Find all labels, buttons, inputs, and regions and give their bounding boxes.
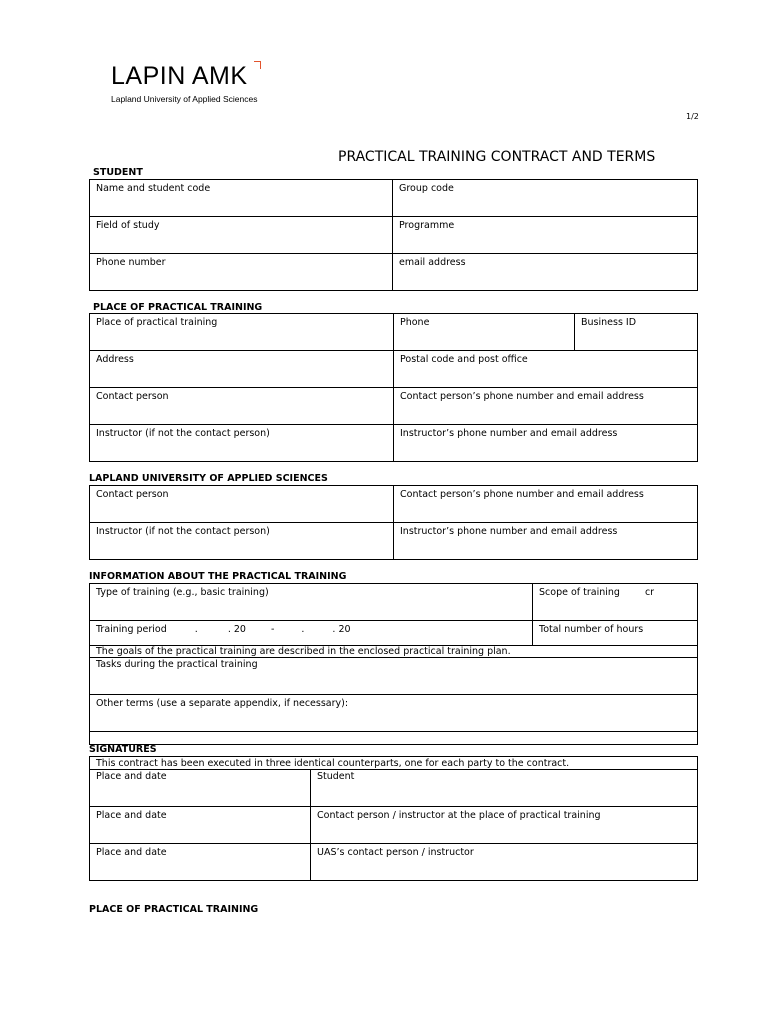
table-row bbox=[90, 770, 697, 807]
goals-note: The goals of the practical training are described in the enclosed practical training plan. bbox=[96, 646, 511, 657]
uas-contact-person-field[interactable]: Contact person bbox=[90, 486, 394, 522]
uas-table bbox=[89, 485, 698, 560]
email-address-field[interactable]: email address bbox=[399, 257, 466, 268]
period-year-2: . 20 bbox=[332, 624, 351, 635]
section-heading-place: PLACE OF PRACTICAL TRAINING bbox=[93, 302, 263, 313]
place-instructor-info-field[interactable]: Instructor’s phone number and email address bbox=[400, 428, 618, 439]
uas-signature-field[interactable]: UAS’s contact person / instructor bbox=[317, 847, 474, 858]
period-label: Training period bbox=[96, 624, 167, 635]
place-contact-person-field[interactable]: Contact person bbox=[90, 388, 394, 424]
table-row bbox=[90, 807, 697, 844]
period-dot-1: . bbox=[194, 624, 198, 635]
business-id-field[interactable]: Business ID bbox=[581, 317, 637, 328]
group-code-field[interactable]: Group code bbox=[399, 183, 454, 194]
contact-place-date-field[interactable]: Place and date bbox=[90, 807, 311, 843]
page-number: 1/2 bbox=[686, 112, 699, 121]
place-instructor-field[interactable]: Instructor (if not the contact person) bbox=[90, 425, 394, 461]
programme-field[interactable]: Programme bbox=[399, 220, 455, 231]
table-row bbox=[90, 254, 697, 290]
place-contact-info-field[interactable]: Contact person’s phone number and email address bbox=[400, 391, 644, 402]
uas-place-date-field[interactable]: Place and date bbox=[90, 844, 311, 880]
logo-corner-mark-icon bbox=[254, 61, 261, 69]
student-table bbox=[89, 179, 698, 291]
section-heading-student: STUDENT bbox=[93, 167, 143, 178]
scope-of-training-field[interactable] bbox=[533, 584, 697, 620]
place-of-training-field[interactable]: Place of practical training bbox=[90, 314, 394, 350]
place-table bbox=[89, 313, 698, 462]
uas-instructor-field[interactable]: Instructor (if not the contact person) bbox=[90, 523, 394, 559]
section-heading-signatures: SIGNATURES bbox=[89, 744, 157, 755]
period-year-1: . 20 bbox=[227, 624, 246, 635]
address-field[interactable]: Address bbox=[90, 351, 394, 387]
table-row bbox=[90, 351, 697, 388]
lapin-amk-logo bbox=[111, 62, 257, 105]
table-row bbox=[90, 180, 697, 217]
type-of-training-field[interactable]: Type of training (e.g., basic training) bbox=[90, 584, 533, 620]
table-row bbox=[90, 217, 697, 254]
place-phone-field[interactable]: Phone bbox=[394, 314, 575, 350]
footer-heading: PLACE OF PRACTICAL TRAINING bbox=[89, 904, 259, 915]
scope-unit: cr bbox=[644, 587, 655, 598]
student-signature-field[interactable]: Student bbox=[317, 771, 355, 782]
uas-instructor-info-field[interactable]: Instructor’s phone number and email address bbox=[400, 526, 618, 537]
period-dash: - bbox=[270, 624, 275, 635]
table-row bbox=[90, 646, 697, 658]
section-heading-uas: LAPLAND UNIVERSITY OF APPLIED SCIENCES bbox=[89, 473, 328, 484]
field-of-study-field[interactable]: Field of study bbox=[90, 217, 393, 253]
logo-name: LAPIN AMK bbox=[111, 62, 248, 90]
signatures-table bbox=[89, 756, 698, 881]
table-row bbox=[90, 658, 697, 695]
table-row bbox=[90, 314, 697, 351]
student-place-date-field[interactable]: Place and date bbox=[90, 770, 311, 806]
table-row bbox=[90, 388, 697, 425]
section-heading-info: INFORMATION ABOUT THE PRACTICAL TRAINING bbox=[89, 571, 347, 582]
table-row bbox=[90, 486, 697, 523]
document-title: PRACTICAL TRAINING CONTRACT AND TERMS bbox=[338, 149, 656, 165]
other-terms-field[interactable]: Other terms (use a separate appendix, if necessary): bbox=[96, 698, 349, 709]
training-period-field[interactable] bbox=[90, 621, 533, 645]
table-row bbox=[90, 757, 697, 770]
table-row bbox=[90, 732, 697, 744]
empty-row bbox=[90, 732, 697, 744]
total-hours-field[interactable]: Total number of hours bbox=[539, 624, 644, 635]
table-row bbox=[90, 844, 697, 880]
postal-code-field[interactable]: Postal code and post office bbox=[400, 354, 528, 365]
table-row bbox=[90, 523, 697, 559]
uas-contact-info-field[interactable]: Contact person’s phone number and email address bbox=[400, 489, 644, 500]
period-dot-2: . bbox=[301, 624, 305, 635]
info-table bbox=[89, 583, 698, 745]
scope-label: Scope of training bbox=[539, 587, 620, 598]
phone-number-field[interactable]: Phone number bbox=[90, 254, 393, 290]
logo-subtitle: Lapland University of Applied Sciences bbox=[111, 94, 258, 104]
table-row bbox=[90, 425, 697, 461]
tasks-field[interactable]: Tasks during the practical training bbox=[96, 659, 258, 670]
name-student-code-field[interactable]: Name and student code bbox=[90, 180, 393, 216]
executed-note: This contract has been executed in three identical counterparts, one for each party to the contract. bbox=[96, 758, 570, 769]
table-row bbox=[90, 584, 697, 621]
contact-signature-field[interactable]: Contact person / instructor at the place of practical training bbox=[317, 810, 601, 821]
table-row bbox=[90, 695, 697, 732]
table-row bbox=[90, 621, 697, 646]
